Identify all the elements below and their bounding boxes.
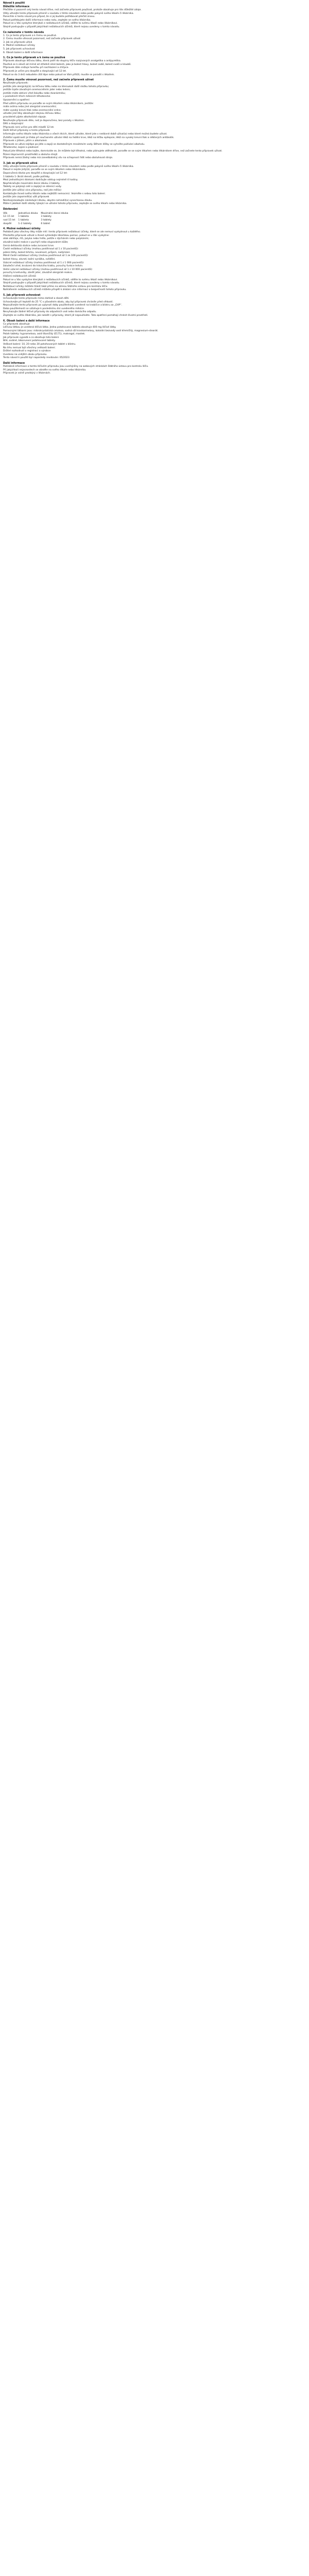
paragraph-line: bolest hlavy, závrať, kožní vyrážka, svědění. bbox=[3, 258, 56, 261]
paragraph-line: Doporučená dávka pro dospělé a dospívající od 12 let: bbox=[3, 172, 67, 175]
section-heading: Co naleznete v tomto návodu bbox=[3, 31, 44, 34]
table-cell: 1 tableta bbox=[18, 215, 29, 218]
paragraph-line: Podrobné informace o tomto léčivém přípravku jsou uveřejněny na webových stránkách Státního ústavu pro kontrolu léčiv. bbox=[3, 365, 149, 368]
paragraph-line: Pokud se u Vás vyskytne kterýkoli z nežádoucích účinků, sdělte to svému lékaři nebo lékárníkovi. bbox=[3, 22, 118, 25]
document-section bbox=[3, 5, 306, 29]
table-row bbox=[3, 223, 71, 226]
paragraph-line: Nežádoucí účinky můžete hlásit také přímo na adresu Státního ústavu pro kontrolu léčiv. bbox=[3, 285, 108, 288]
paragraph-line: Přípravek je určen pro dospělé a dospívající od 12 let. bbox=[3, 70, 67, 73]
table-cell: dospělí bbox=[3, 222, 12, 225]
paragraph-line: Přípravek není určen pro děti mladší 12 let. bbox=[3, 126, 55, 129]
section-heading: Důležité informace bbox=[3, 6, 30, 8]
paragraph-line: Nezdvojnásobujte následující dávku, abyste nahradil(a) vynechanou dávku. bbox=[3, 199, 93, 202]
paragraph-line: Velmi vzácné nežádoucí účinky (mohou postihnout až 1 z 10 000 pacientů): bbox=[3, 268, 93, 271]
paragraph-line: v posledních třech měsících těhotenství. bbox=[3, 95, 51, 98]
paragraph-line: Neužívejte přípravek: bbox=[3, 82, 29, 85]
paragraph-line: Přípravek je volně prodejný v lékárnách. bbox=[3, 372, 51, 375]
paragraph-line: Před užitím přípravku se poraďte se svým lékařem nebo lékárníkem, jestliže: bbox=[3, 102, 94, 105]
paragraph-line: Pokud se u Vás vyskytne kterýkoli z nežádoucích účinků, sdělte to svému lékaři nebo lékárníkovi. bbox=[3, 278, 118, 281]
paragraph-line: Držitel rozhodnutí o registraci a výrobce bbox=[3, 350, 51, 353]
paragraph-line: Jak přípravek vypadá a co obsahuje toto balení bbox=[3, 336, 59, 339]
document-section bbox=[3, 78, 306, 160]
paragraph-line: Děti a dospívající bbox=[3, 123, 24, 126]
table-cell: 1–2 tablety bbox=[18, 222, 32, 225]
paragraph-line: Kontaktujte ihned svého lékaře nebo nejbližší nemocnici. Vezměte s sebou toto balení. bbox=[3, 192, 106, 195]
document-section bbox=[3, 362, 306, 376]
paragraph-line: Při jakýchkoli nejasnostech se obraťte na svého lékaře nebo lékárníka. bbox=[3, 368, 87, 371]
section-heading: 1. Co je tento přípravek a k čemu se používá bbox=[3, 57, 65, 60]
table-cell: Maximální denní dávka bbox=[41, 212, 68, 215]
paragraph-line: Přečtěte si pozorně celý tento návod dříve, než začnete přípravek používat, protože obsahuje pro Vás důležité údaje. bbox=[3, 9, 142, 11]
paragraph-line: jestliže máte aktivní vřed žaludku nebo dvanáctníku; bbox=[3, 92, 66, 95]
paragraph-line: Máte-li jakékoli další otázky týkající se užívání tohoto přípravku, zeptejte se svého lékaře nebo lékárníka. bbox=[3, 202, 127, 206]
paragraph-line: Bílé, oválné, bikonvexní potahované tablety. bbox=[3, 340, 56, 343]
document-section bbox=[3, 162, 306, 206]
section-heading: Další informace bbox=[3, 362, 25, 365]
paragraph-line: Přípravek obsahuje léčivou látku, která patří do skupiny léčiv nazývaných analgetika a antipyretika. bbox=[3, 60, 122, 63]
table-cell: nad 15 let bbox=[3, 219, 15, 222]
paragraph-line: Pomocnými látkami jsou: mikrokrystalická celulosa, sodná sůl kroskarmelosy, koloidní bezvodý oxid křemičitý, magnesium-stearát. bbox=[3, 329, 159, 332]
table-cell: 3 tablety bbox=[41, 219, 52, 222]
table-row bbox=[3, 219, 71, 223]
document-title: Návod k použití bbox=[3, 2, 25, 5]
paragraph-line: užíváte jiné léky obsahující stejnou léčivou látku; bbox=[3, 112, 61, 115]
paragraph-line: Stejně postupujte v případě jakýchkoli nežádoucích účinků, které nejsou uvedeny v tomto návodu. bbox=[3, 25, 120, 28]
paragraph-line: 5. Jak přípravek uchovávat bbox=[3, 47, 35, 50]
paragraph-line: Informujte svého lékaře nebo lékárníka o všech lécích, které užíváte, které jste v nedávné době užíval(a) nebo které možná budete užívat. bbox=[3, 133, 167, 135]
paragraph-line: Zeptejte se svého lékárníka, jak naložit s přípravky, které již nepoužíváte. Tato opatření pomáhají chránit životní prostředí. bbox=[3, 314, 148, 317]
paragraph-line: 6. Obsah balení a další informace bbox=[3, 51, 43, 54]
paragraph-line: černá dehtovitá stolice nebo zvracení krve. bbox=[3, 244, 55, 247]
paragraph-line: 2. Čemu musíte věnovat pozornost, než začnete přípravek užívat bbox=[3, 38, 81, 41]
paragraph-line: Nevyhazujte žádné léčivé přípravky do odpadních vod nebo domácího odpadu. bbox=[3, 311, 97, 314]
paragraph-line: Používá se k úlevě od mírné až středně silné bolesti, jako je bolest hlavy, bolest zubů, bolest svalů a kloubů. bbox=[3, 63, 131, 66]
paragraph-line: Uchovávejte při teplotě do 25 °C v původním obalu, aby byl přípravek chráněn před vlhkostí. bbox=[3, 300, 113, 303]
paragraph-line: máte astma nebo jiné alergické onemocnění; bbox=[3, 106, 57, 109]
table-cell: Věk bbox=[3, 212, 8, 215]
paragraph-line: Hlášení nežádoucích účinků bbox=[3, 275, 36, 278]
paragraph-line: Přestaňte přípravek užívat a ihned vyhledejte lékařskou pomoc, pokud se u Vás vyskytne: bbox=[3, 234, 110, 237]
paragraph-line: Jestliže jste zapomněl(a) užít přípravek bbox=[3, 196, 49, 199]
table-cell: 3 tablety bbox=[41, 215, 52, 218]
paragraph-line: Vždy užívejte tento přípravek přesně v souladu s tímto návodem nebo podle pokynů svého lékaře či lékárníka. bbox=[3, 12, 134, 15]
section-heading: 6. Obsah balení a další informace bbox=[3, 319, 50, 323]
paragraph-line: Pokud si nejste jistý(á), poraďte se se svým lékařem nebo lékárníkem. bbox=[3, 168, 86, 172]
document-section bbox=[3, 208, 306, 226]
document-section bbox=[3, 56, 306, 77]
paragraph-line: Pokud jste těhotná nebo kojíte, domníváte se, že můžete být těhotná, nebo plánujete otěhotnět, poraďte se se svým lékařem nebo lékárníkem dříve, než začnete tento přípravek užívat. bbox=[3, 149, 222, 152]
paragraph-line: Vzácné nežádoucí účinky (mohou postihnout až 1 z 1 000 pacientů): bbox=[3, 261, 84, 264]
paragraph-line: Podobně jako všechny léky může mít i tento přípravek nežádoucí účinky, které se ale nemusí vyskytnout u každého. bbox=[3, 231, 141, 234]
paragraph-line: jestliže trpíte závažným onemocněním jater nebo ledvin; bbox=[3, 89, 71, 92]
document-page bbox=[0, 0, 309, 379]
paragraph-line: Méně časté nežádoucí účinky (mohou postihnout až 1 ze 100 pacientů): bbox=[3, 255, 89, 258]
document-section bbox=[3, 294, 306, 318]
paragraph-line: Co přípravek obsahuje bbox=[3, 323, 30, 326]
paragraph-line: Přípravek nemá žádný nebo má zanedbatelný vliv na schopnost řídit nebo obsluhovat stroje. bbox=[3, 157, 113, 160]
section-heading: 3. Jak se přípravek užívá bbox=[3, 162, 38, 165]
paragraph-line: Uvedeno na vnějším obalu přípravku. bbox=[3, 353, 47, 356]
section-heading: 4. Možné nežádoucí účinky bbox=[3, 228, 41, 231]
paragraph-line: Stejně postupujte v případě jakýchkoli nežádoucích účinků, které nejsou uvedeny v tomto návodu. bbox=[3, 282, 120, 285]
paragraph-line: Řízení dopravních prostředků a obsluha strojů bbox=[3, 153, 58, 156]
paragraph-line: Zvláštní opatrnosti je třeba při současném užívání léků na ředění krve, léků na léčbu epilepsie, léků na vysoký krevní tlak a některých antibiotik. bbox=[3, 136, 175, 139]
paragraph-line: Jestliže jste užil(a) více přípravku, než jste měl(a) bbox=[3, 189, 62, 192]
document-section bbox=[3, 227, 306, 292]
dosage-table bbox=[3, 212, 71, 226]
document-section bbox=[3, 319, 306, 361]
paragraph-line: Neužívejte přípravek déle, než je doporučeno, bez porady s lékařem. bbox=[3, 119, 85, 122]
paragraph-line: Přípravek se užívá nejlépe po jídle a zapíjí se dostatečným množstvím vody. Během léčby se vyhněte požívání alkoholu. bbox=[3, 143, 145, 146]
paragraph-line: Těhotenství, kojení a plodnost bbox=[3, 146, 39, 149]
table-cell: 6 tablet bbox=[41, 222, 50, 225]
paragraph-line: Pokud se do 3 dnů nebudete cítit lépe nebo pokud se Vám přitíží, musíte se poradit s lékařem. bbox=[3, 73, 115, 76]
section-heading: 5. Jak přípravek uchovávat bbox=[3, 294, 41, 297]
paragraph-line: Tablety se polykají celé a zapíjejí se sklenicí vody. bbox=[3, 185, 62, 189]
paragraph-line: otok obličeje, rtů, jazyka nebo hrdla, potíže s dýcháním nebo polykáním; bbox=[3, 238, 89, 241]
paragraph-line: Mezi jednotlivými dávkami dodržujte odstup nejméně 4 hodiny. bbox=[3, 179, 78, 182]
paragraph-line: 4. Možné nežádoucí účinky bbox=[3, 44, 35, 47]
document-section bbox=[3, 31, 306, 55]
section-heading: 2. Čemu musíte věnovat pozornost, než začnete přípravek užívat bbox=[3, 79, 94, 82]
paragraph-line: Doba použitelnosti se vztahuje k poslednímu dni uvedeného měsíce. bbox=[3, 307, 84, 310]
paragraph-line: Nepoužívejte tento přípravek po uplynutí doby použitelnosti uvedené na krabičce a blistru za „EXP“. bbox=[3, 304, 123, 307]
paragraph-line: Uchovávejte tento přípravek mimo dohled a dosah dětí. bbox=[3, 297, 70, 300]
paragraph-line: Upozornění a opatření bbox=[3, 99, 29, 102]
paragraph-line: Vždy užívejte tento přípravek přesně v souladu s tímto návodem nebo podle pokynů svého lékaře či lékárníka. bbox=[3, 165, 134, 168]
paragraph-line: Nepřekračujte maximální denní dávku 3 tablety. bbox=[3, 182, 60, 185]
table-cell: 12–15 let bbox=[3, 215, 14, 218]
paragraph-line: pravidelně pijete alkoholické nápoje. bbox=[3, 116, 47, 119]
paragraph-line: 3. Jak se přípravek užívá bbox=[3, 41, 32, 44]
paragraph-line: Potah tablety: hypromelosa, oxid titaničitý (E171), makrogol, mastek. bbox=[3, 333, 85, 336]
paragraph-line: žaludeční vřed, krvácení do trávicího traktu, poruchy funkce ledvin. bbox=[3, 265, 83, 268]
paragraph-line: Přípravek dále snižuje horečku při nachlazení a chřipce. bbox=[3, 66, 69, 70]
paragraph-line: Pokud potřebujete další informace nebo radu, zeptejte se svého lékárníka. bbox=[3, 19, 91, 22]
paragraph-line: Tento návod k použití byl naposledy revidován: 05/2023 bbox=[3, 357, 70, 360]
paragraph-line: máte vysoký krevní tlak nebo onemocnění srdce; bbox=[3, 109, 62, 112]
paragraph-line: závažná kožní reakce s puchýři nebo olupováním kůže; bbox=[3, 241, 68, 244]
paragraph-line: Léčivou látkou je uvedená léčivá látka. Jedna potahovaná tableta obsahuje 400 mg léčivé látky. bbox=[3, 326, 116, 329]
table-cell: Jednotlivá dávka bbox=[18, 212, 38, 215]
paragraph-line: Nahlášením nežádoucích účinků můžete přispět k získání více informací o bezpečnosti tohoto přípravku. bbox=[3, 289, 127, 292]
paragraph-line: Velikost balení: 10, 20 nebo 30 potahovaných tablet v blistru. bbox=[3, 343, 76, 346]
section-heading: Dávkování bbox=[3, 208, 18, 211]
paragraph-line: Časté nežádoucí účinky (mohou postihnout až 1 z 10 pacientů): bbox=[3, 248, 79, 251]
table-cell: 1 tableta bbox=[18, 219, 29, 222]
paragraph-line: Na trhu nemusí být všechny velikosti balení. bbox=[3, 346, 56, 349]
paragraph-line: jestliže jste alergický(á) na léčivou látku nebo na kteroukoli další složku tohoto přípravku; bbox=[3, 85, 109, 88]
paragraph-line: 1. Co je tento přípravek a k čemu se používá bbox=[3, 34, 56, 37]
paragraph-line: Další léčivé přípravky a tento přípravek bbox=[3, 129, 50, 132]
paragraph-line: 1 tableta 1–3krát denně, podle potřeby. bbox=[3, 175, 50, 178]
paragraph-line: poruchy krvetvorby, zánět jater, závažné alergické reakce. bbox=[3, 272, 73, 275]
paragraph-line: pálení žáhy, bolest břicha, nevolnost, průjem, nadýmání. bbox=[3, 251, 71, 254]
paragraph-line: Ponechte si tento návod pro případ, že si jej budete potřebovat přečíst znovu. bbox=[3, 15, 95, 19]
paragraph-line: Přípravek s jídlem, pitím a alkoholem bbox=[3, 140, 47, 143]
document-content bbox=[3, 5, 306, 376]
